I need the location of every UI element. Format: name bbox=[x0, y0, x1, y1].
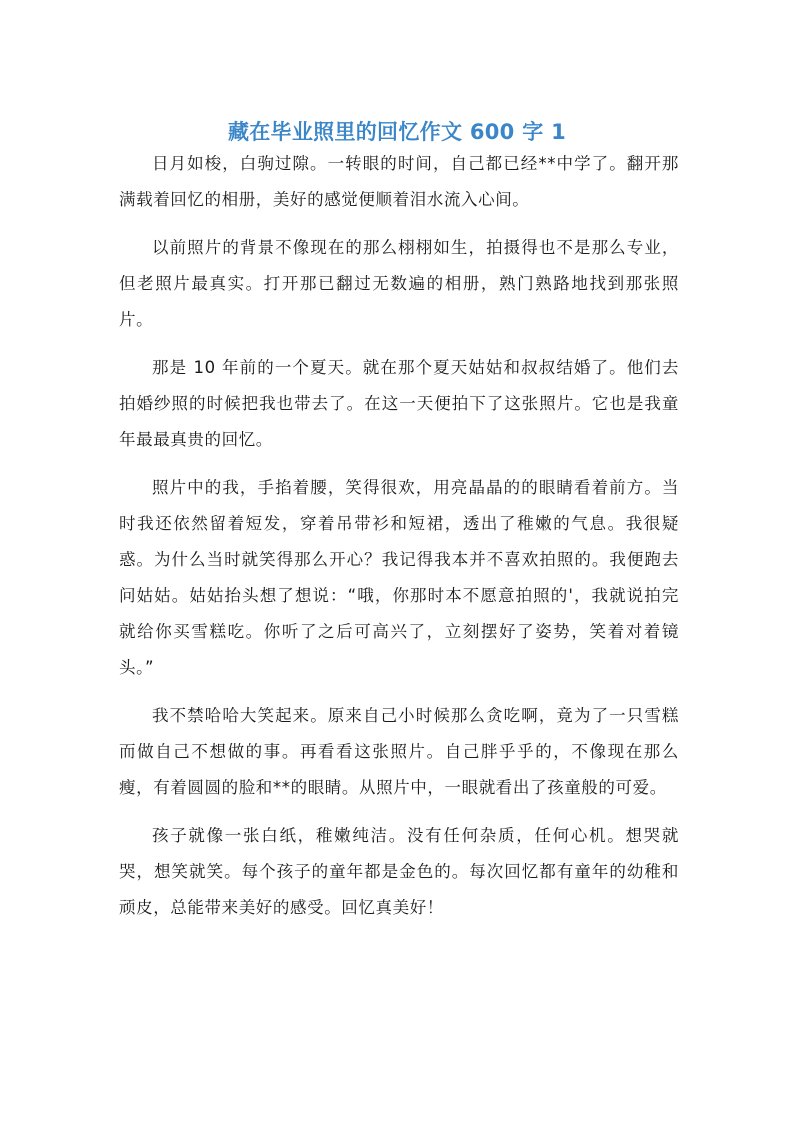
paragraph-5: 我不禁哈哈大笑起来。原来自己小时候那么贪吃啊，竟为了一只雪糕而做自己不想做的事。再看看这张照片。自己胖乎乎的，不像现在那么瘦，有着圆圆的脸和**的眼睛。从照片中，一眼就看出了孩童般的可爱。 bbox=[119, 706, 679, 797]
document-title: 藏在毕业照里的回忆作文 600 字 1 bbox=[227, 120, 567, 145]
document-body bbox=[119, 146, 679, 938]
paragraph-3: 那是 10 年前的一个夏天。就在那个夏天姑姑和叔叔结婚了。他们去拍婚纱照的时候把我也带去了。在这一天便拍下了这张照片。它也是我童年最最真贵的回忆。 bbox=[119, 358, 679, 449]
paragraph-4: 照片中的我，手掐着腰，笑得很欢，用亮晶晶的的眼睛看着前方。当时我还依然留着短发，穿着吊带衫和短裙，透出了稚嫩的气息。我很疑惑。为什么当时就笑得那么开心？我记得我本并不喜欢拍照的。我便跑去问姑姑。姑姑抬头想了想说：“哦，你那时本不愿意拍照的'，我就说拍完就给你买雪糕吃。你听了之后可高兴了，立刻摆好了姿势，笑着对着镜头。” bbox=[119, 478, 679, 677]
paragraph-2: 以前照片的背景不像现在的那么栩栩如生，拍摄得也不是那么专业，但老照片最真实。打开那已翻过无数遍的相册，熟门熟路地找到那张照片。 bbox=[119, 238, 679, 329]
paragraph-6: 孩子就像一张白纸，稚嫩纯洁。没有任何杂质，任何心机。想哭就哭，想笑就笑。每个孩子的童年都是金色的。每次回忆都有童年的幼稚和顽皮，总能带来美好的感受。回忆真美好！ bbox=[119, 826, 679, 917]
paragraph-1: 日月如梭，白驹过隙。一转眼的时间，自己都已经**中学了。翻开那满载着回忆的相册，美好的感觉便顺着泪水流入心间。 bbox=[119, 154, 679, 209]
